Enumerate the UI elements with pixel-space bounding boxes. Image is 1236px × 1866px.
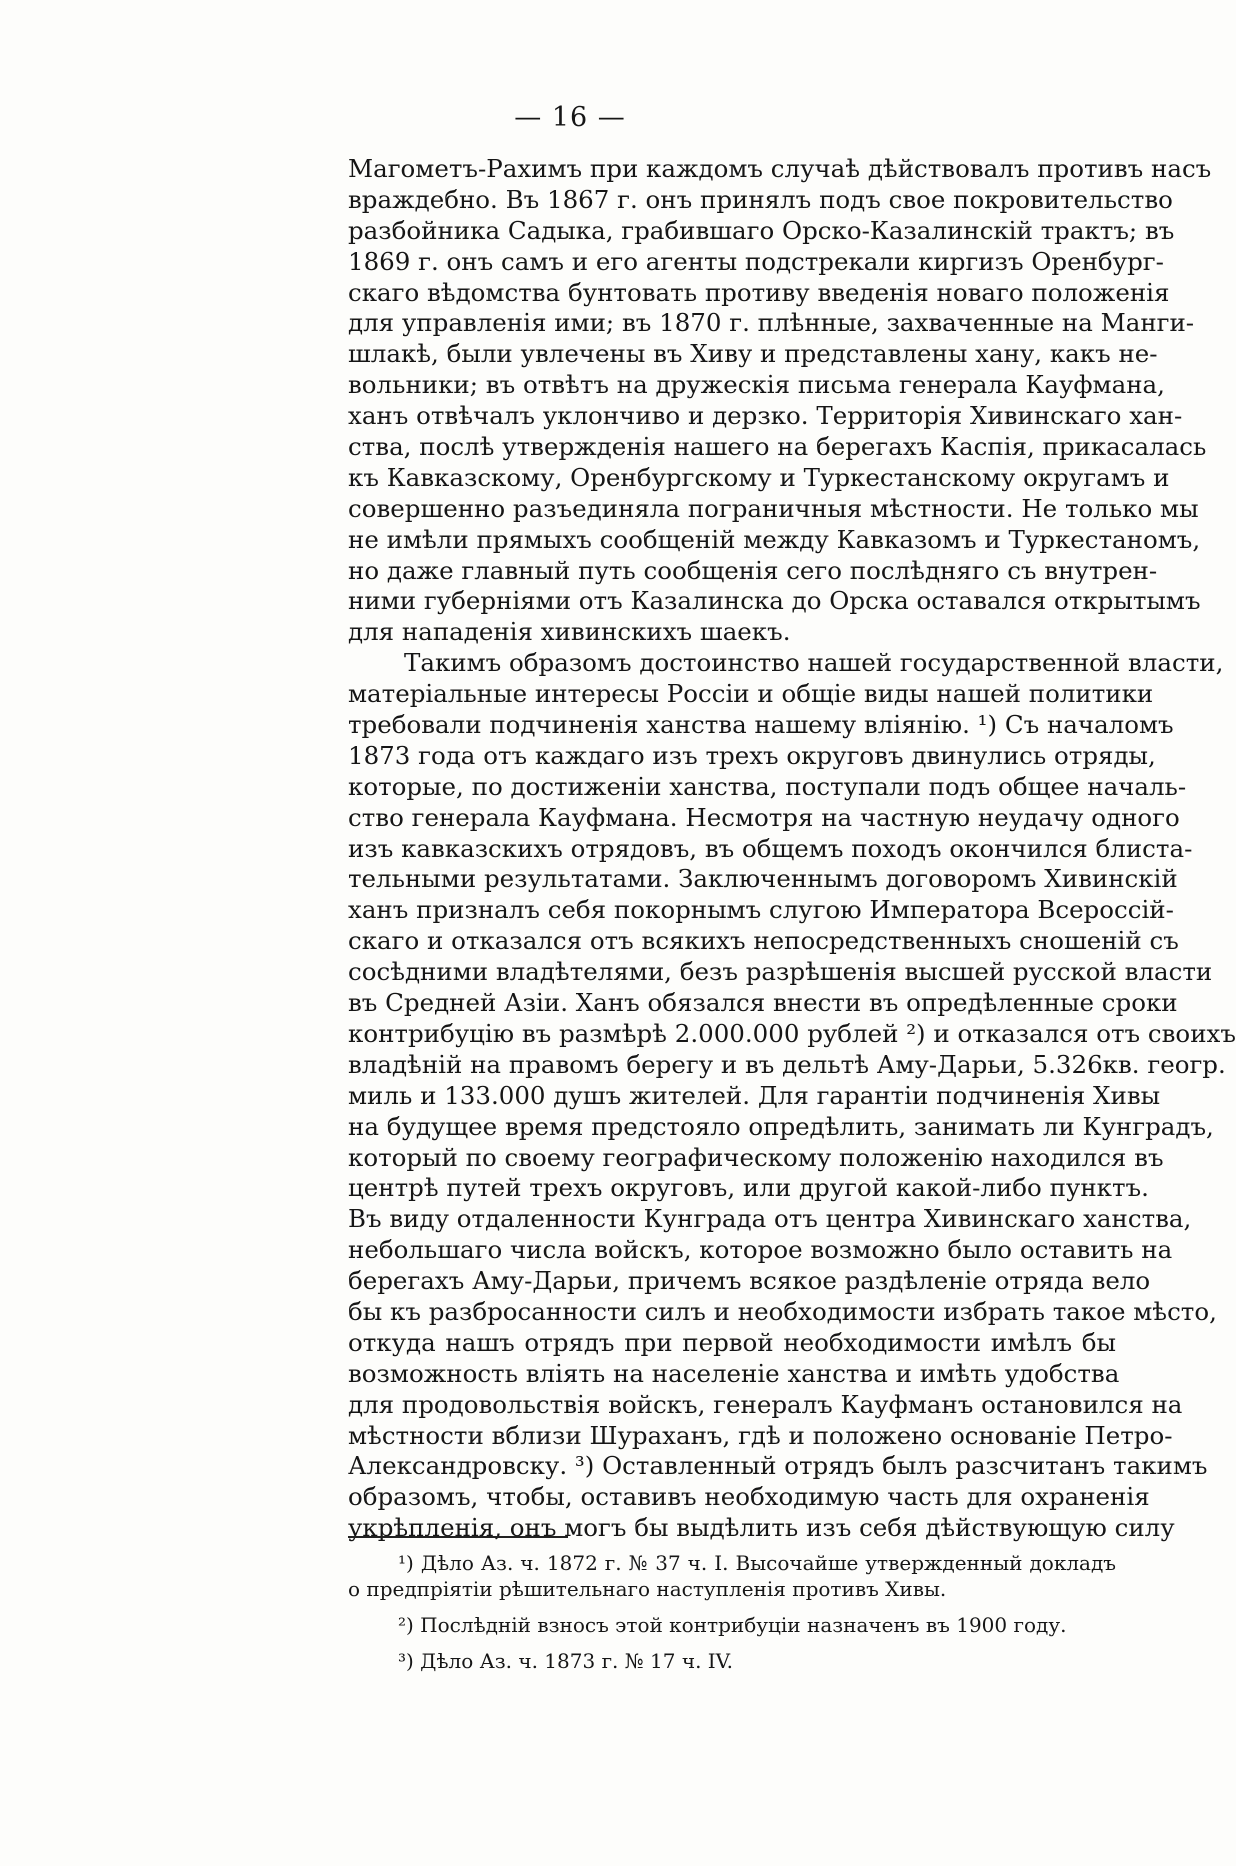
footnote-line: ²) Послѣдній взносъ этой контрибуціи назначенъ въ 1900 году. — [398, 1613, 1067, 1637]
text-line: Въ виду отдаленности Кунграда отъ центра Хивинскаго ханства, — [348, 1204, 1192, 1234]
text-line: тельными результатами. Заключеннымъ договоромъ Хивинскій — [348, 864, 1178, 894]
text-line: но даже главный путь сообщенія сего послѣдняго съ внутрен- — [348, 555, 1158, 585]
text-line: Магометъ-Рахимъ при каждомъ случаѣ дѣйствовалъ противъ насъ — [348, 154, 1212, 183]
body-text — [348, 154, 1236, 1544]
footnote-line: ¹) Дѣло Аз. ч. 1872 г. № 37 ч. I. Высочайше утвержденный докладъ — [398, 1551, 1116, 1575]
text-line: бы къ разбросанности силъ и необходимости избрать такое мѣсто, — [348, 1296, 1217, 1326]
footnote-1 — [348, 1550, 1116, 1602]
text-line: въ Средней Азіи. Ханъ обязался внести въ опредѣленные сроки — [348, 988, 1178, 1018]
text-line: 1873 года отъ каждаго изъ трехъ округовъ двинулись отряды, — [348, 740, 1156, 770]
text-line: на будущее время предстояло опредѣлить, занимать ли Кунградъ, — [348, 1111, 1214, 1141]
footnote-3 — [348, 1648, 1116, 1674]
text-line: центрѣ путей трехъ округовъ, или другой какой-либо пунктъ. — [348, 1173, 1149, 1203]
text-line: сосѣдними владѣтелями, безъ разрѣшенія высшей русской власти — [348, 957, 1213, 987]
text-line: совершенно разъединяла пограничныя мѣстности. Не только мы — [348, 493, 1199, 523]
text-line: вольники; въ отвѣтъ на дружескія письма генерала Кауфмана, — [348, 370, 1165, 400]
page-number: — 16 — — [514, 102, 626, 133]
footnote-2 — [348, 1612, 1116, 1638]
text-line: укрѣпленія, онъ могъ бы выдѣлить изъ себя дѣйствующую силу — [348, 1513, 1175, 1543]
text-line: не имѣли прямыхъ сообщеній между Кавказомъ и Туркестаномъ, — [348, 524, 1201, 554]
text-line: враждебно. Въ 1867 г. онъ принялъ подъ свое покровительство — [348, 184, 1173, 214]
text-line: скаго вѣдомства бунтовать противу введенія новаго положенія — [348, 277, 1170, 307]
text-line: шлакѣ, были увлечены въ Хиву и представлены хану, какъ не- — [348, 339, 1158, 369]
text-line: матеріальные интересы Россіи и общіе виды нашей политики — [348, 679, 1154, 709]
text-line: владѣній на правомъ берегу и въ дельтѣ Аму-Дарьи, 5.326кв. геогр. — [348, 1049, 1226, 1079]
text-line: образомъ, чтобы, оставивъ необходимую часть для охраненія — [348, 1482, 1150, 1512]
footnote-rule — [348, 1536, 568, 1538]
text-line: ханъ отвѣчалъ уклончиво и дерзко. Территорія Хивинскаго хан- — [348, 401, 1183, 431]
text-line: ства, послѣ утвержденія нашего на берегахъ Каспія, прикасалась — [348, 432, 1207, 462]
text-line: контрибуцію въ размѣрѣ 2.000.000 рублей ²) и отказался отъ своихъ — [348, 1018, 1236, 1048]
text-line: которые, по достиженіи ханства, поступали подъ общее началь- — [348, 771, 1187, 801]
text-line: возможность вліять на населеніе ханства и имѣть удобства — [348, 1358, 1120, 1388]
paragraph-1 — [348, 154, 1212, 648]
text-line: откуда нашъ отрядъ при первой необходимости имѣлъ бы — [348, 1327, 1116, 1357]
text-line: для управленія ими; въ 1870 г. плѣнные, захваченные на Манги- — [348, 308, 1195, 338]
footnote-line: о предпріятіи рѣшительнаго наступленія противъ Хивы. — [348, 1577, 947, 1601]
text-line: разбойника Садыка, грабившаго Орско-Казалинскій трактъ; въ — [348, 215, 1175, 245]
text-line: небольшаго числа войскъ, которое возможно было оставить на — [348, 1235, 1173, 1265]
text-line: скаго и отказался отъ всякихъ непосредственныхъ сношеній съ — [348, 926, 1179, 956]
text-line: Александровску. ³) Оставленный отрядъ былъ разсчитанъ такимъ — [348, 1451, 1208, 1481]
text-line: ними губерніями отъ Казалинска до Орска оставался открытымъ — [348, 586, 1201, 616]
footnote-gap — [348, 1602, 1116, 1612]
text-line: для продовольствія войскъ, генералъ Кауфманъ остановился на — [348, 1389, 1183, 1419]
text-line: миль и 133.000 душъ жителей. Для гарантіи подчиненія Хивы — [348, 1080, 1161, 1110]
footnote-line: ³) Дѣло Аз. ч. 1873 г. № 17 ч. IV. — [398, 1649, 733, 1673]
text-line: мѣстности вблизи Шураханъ, гдѣ и положено основаніе Петро- — [348, 1420, 1173, 1450]
text-line: къ Кавказскому, Оренбургскому и Туркестанскому округамъ и — [348, 462, 1170, 492]
text-line: для нападенія хивинскихъ шаекъ. — [348, 617, 791, 647]
text-line: ство генерала Кауфмана. Несмотря на частную неудачу одного — [348, 802, 1180, 832]
text-line: Такимъ образомъ достоинство нашей государственной власти, — [404, 648, 1224, 678]
text-line: изъ кавказскихъ отрядовъ, въ общемъ походъ окончился блиста- — [348, 833, 1193, 863]
footnote-gap — [348, 1638, 1116, 1648]
text-line: который по своему географическому положенію находился въ — [348, 1142, 1164, 1172]
text-line: 1869 г. онъ самъ и его агенты подстрекали киргизъ Оренбург- — [348, 246, 1164, 276]
text-line: ханъ призналъ себя покорнымъ слугою Императора Всероссій- — [348, 895, 1174, 925]
paragraph-2 — [348, 648, 1236, 1544]
footnotes — [348, 1550, 1116, 1674]
text-line: требовали подчиненія ханства нашему вліянію. ¹) Съ началомъ — [348, 710, 1174, 740]
text-line: берегахъ Аму-Дарьи, причемъ всякое раздѣленіе отряда вело — [348, 1266, 1151, 1296]
